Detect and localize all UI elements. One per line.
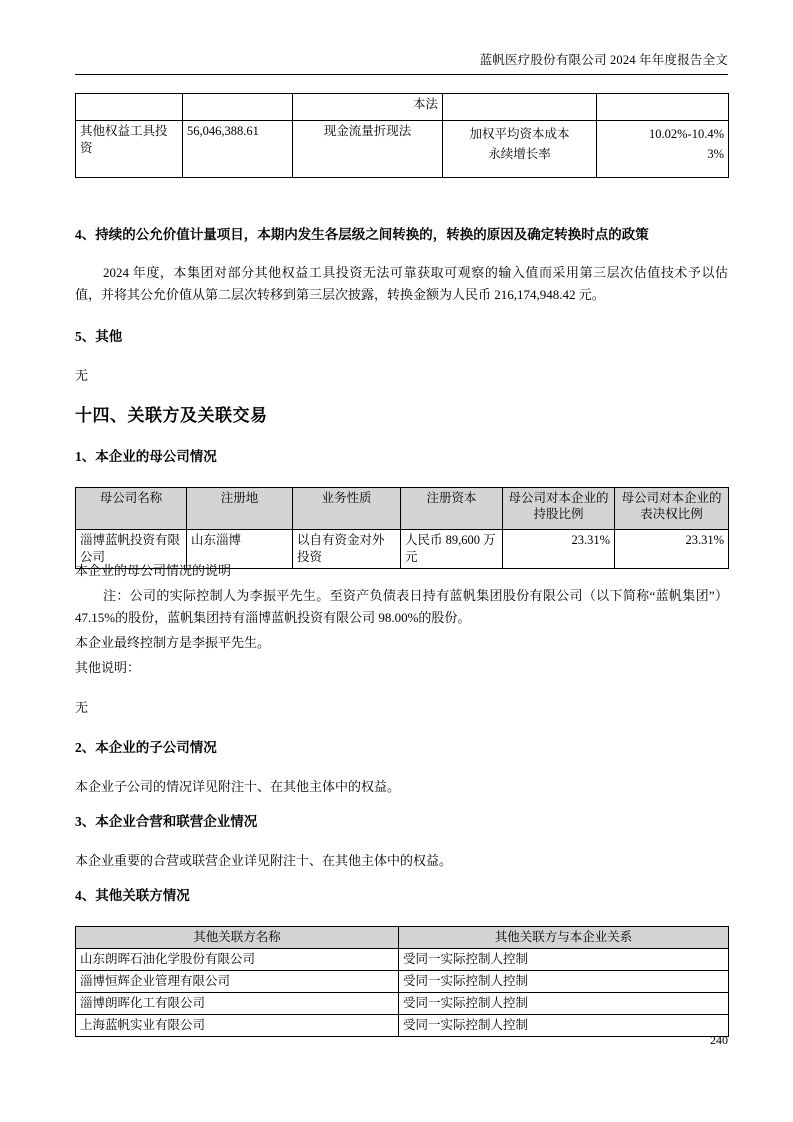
section-4-heading: 4、持续的公允价值计量项目，本期内发生各层级之间转换的，转换的原因及确定转换时点的政策 [75,227,649,242]
related-3-heading-block [75,812,728,832]
other-note-body-block [75,698,728,718]
table-row [76,121,729,178]
col-header-parent-name: 母公司名称 [76,488,187,530]
cell-relationship: 受同一实际控制人控制 [399,971,729,993]
section-4-heading-block [75,225,728,245]
page-running-header: 蓝帆医疗股份有限公司 2024 年年度报告全文 [479,53,728,67]
table-row [76,971,729,993]
related-4-heading-block [75,886,728,906]
cell-related-party-name: 山东朗晖石油化学股份有限公司 [76,949,399,971]
related-2-body: 本企业子公司的情况详见附注十、在其他主体中的权益。 [75,779,401,794]
table-row [76,949,729,971]
value-wacc: 10.02%-10.4% [649,127,724,141]
section-5-body: 无 [75,368,89,383]
section-14-heading: 十四、关联方及关联交易 [75,406,268,425]
parameter-wacc: 加权平均资本成本 [469,127,570,141]
col-header-relationship: 其他关联方与本企业关系 [399,927,729,949]
parent-note-body-block [75,585,728,629]
parent-note-label: 本企业的母公司情况的说明 [75,563,232,578]
section-5-heading-block [75,327,728,347]
related-2-heading: 2、本企业的子公司情况 [75,740,217,755]
cell-parent-name: 淄博蓝帆投资有限公司 [76,530,187,569]
cell-values [597,121,729,178]
cell-business-nature: 以自有资金对外投资 [293,530,401,569]
parameter-growth-rate: 永续增长率 [488,147,551,161]
section-5-body-block [75,366,728,386]
cell-related-party-name: 淄博朗晖化工有限公司 [76,993,399,1015]
section-4-body: 2024 年度，本集团对部分其他权益工具投资无法可靠获取可观察的输入值而采用第三层次估值技术予以估值，并将其公允价值从第二层次转移到第三层次披露，转换金额为人民币 216,174,948.42 元。 [75,265,728,302]
col-header-registered-place: 注册地 [187,488,293,530]
cell-related-party-name: 淄博恒辉企业管理有限公司 [76,971,399,993]
related-3-body: 本企业重要的合营或联营企业详见附注十、在其他主体中的权益。 [75,853,453,868]
value-growth-rate: 3% [707,147,724,161]
ultimate-controller-block [75,633,728,653]
table-row [76,94,729,121]
parent-note-body: 注：公司的实际控制人为李振平先生。至资产负债表日持有蓝帆集团股份有限公司（以下简称“蓝帆集团”）47.15%的股份，蓝帆集团持有淄博蓝帆投资有限公司 98.00%的股份。 [75,588,728,625]
col-header-registered-capital: 注册资本 [401,488,503,530]
cell-valuation-method-continued: 本法 [293,94,443,121]
col-header-business-nature: 业务性质 [293,488,401,530]
ultimate-controller-line: 本企业最终控制方是李振平先生。 [75,635,271,650]
related-2-body-block [75,777,728,797]
related-3-heading: 3、本企业合营和联营企业情况 [75,814,258,829]
table-row [76,993,729,1015]
cell-relationship: 受同一实际控制人控制 [399,993,729,1015]
parent-note-label-block [75,561,728,581]
cell-parameters [443,121,597,178]
related-1-heading: 1、本企业的母公司情况 [75,449,217,464]
header-divider-rule [75,74,728,75]
cell-relationship: 受同一实际控制人控制 [399,1015,729,1037]
cell-registered-place: 山东淄博 [187,530,293,569]
fair-value-continued-table [75,93,729,178]
cell-shareholding-ratio: 23.31% [503,530,615,569]
related-2-heading-block [75,738,728,758]
table-header-row [76,488,729,530]
related-4-heading: 4、其他关联方情况 [75,888,190,903]
col-header-voting-ratio: 母公司对本企业的表决权比例 [615,488,729,530]
cell-amount-blank [183,94,293,121]
cell-valuation-method: 现金流量折现法 [293,121,443,178]
table-header-row [76,927,729,949]
parent-company-table [75,487,729,569]
col-header-related-party-name: 其他关联方名称 [76,927,399,949]
cell-parameter-blank [443,94,597,121]
cell-related-party-name: 上海蓝帆实业有限公司 [76,1015,399,1037]
page-number: 240 [710,1033,728,1047]
cell-item-blank [76,94,183,121]
section-14-heading-block [75,404,728,428]
other-note-label: 其他说明： [75,660,141,675]
cell-voting-ratio: 23.31% [615,530,729,569]
other-related-parties-table [75,926,729,1037]
col-header-shareholding-ratio: 母公司对本企业的持股比例 [503,488,615,530]
cell-registered-capital: 人民币 89,600 万元 [401,530,503,569]
section-5-heading: 5、其他 [75,329,123,344]
cell-item-other-equity-investment: 其他权益工具投资 [76,121,183,178]
cell-amount: 56,046,388.61 [183,121,293,178]
cell-value-blank [597,94,729,121]
section-4-body-block [75,262,728,306]
cell-relationship: 受同一实际控制人控制 [399,949,729,971]
related-3-body-block [75,851,728,871]
related-1-heading-block [75,447,728,467]
other-note-label-block [75,658,728,678]
other-note-body: 无 [75,700,89,715]
